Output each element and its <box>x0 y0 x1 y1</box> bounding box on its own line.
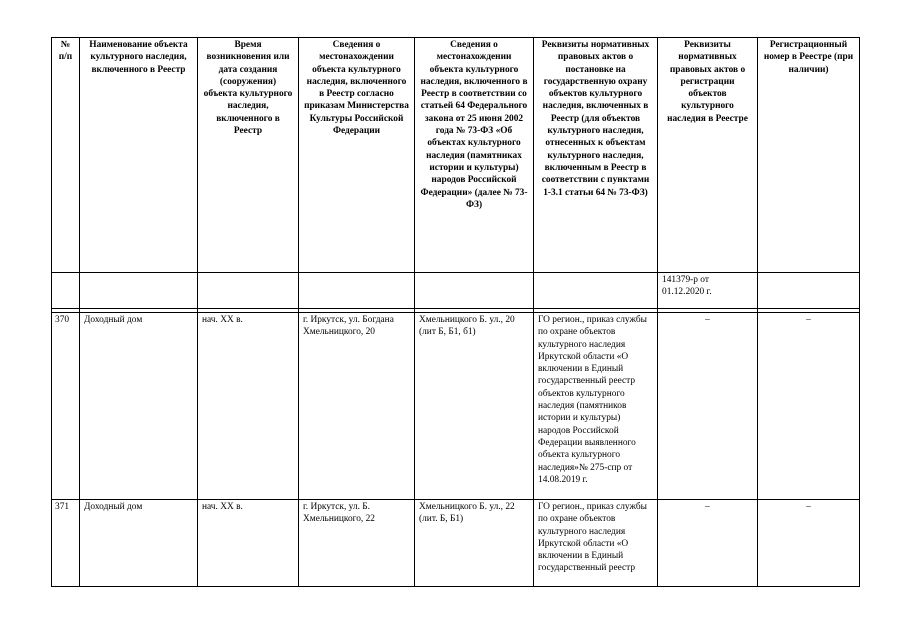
location-ministry: г. Иркутск, ул. Б. Хмельницкого, 22 <box>299 500 415 587</box>
location-73fz: Хмельницкого Б. ул., 22 (лит. Б, Б1) <box>415 500 534 587</box>
protection-acts: ГО регион., приказ службы по охране объектов культурного наследия Иркутской области «О включении в Единый государственный реестр <box>534 500 658 587</box>
object-name: Доходный дом <box>80 500 198 587</box>
header-creation-date: Время возникновения или дата создания (сооружения) объекта культурного наследия, включенного в Реестр <box>198 38 299 273</box>
creation-date: нач. XX в. <box>198 500 299 587</box>
table-cell <box>415 273 534 309</box>
header-number: № п/п <box>52 38 80 273</box>
registration-number: – <box>758 313 860 500</box>
table-cell <box>758 273 860 309</box>
header-protection-acts: Реквизиты нормативных правовых актов о постановке на государственную охрану объектов культурного наследия, включенных в Реестр (для объектов культурного наследия, отнесенных к объектам культурного наследия, включенным в Реестр в соответствии с пунктами 1-3.1 статьи 64 № 73-ФЗ) <box>534 38 658 273</box>
row-number: 370 <box>52 313 80 500</box>
table-row <box>52 313 860 500</box>
row-number: 371 <box>52 500 80 587</box>
protection-acts: ГО регион., приказ службы по охране объектов культурного наследия Иркутской области «О включении в Единый государственный реестр объектов культурного наследия (памятников истории и культуры) народов Российской Федерации выявленного объекта культурного наследия»№ 275-спр от 14.08.2019 г. <box>534 313 658 500</box>
table-cell <box>299 273 415 309</box>
registration-acts: – <box>658 500 758 587</box>
header-location-ministry: Сведения о местонахождении объекта культурного наследия, включенного в Реестр согласно приказам Министерства Культуры Российской Федерации <box>299 38 415 273</box>
table-cell <box>80 273 198 309</box>
table-header-row <box>52 38 860 273</box>
table-cell <box>198 273 299 309</box>
header-registration-number: Регистрационный номер в Реестре (при наличии) <box>758 38 860 273</box>
header-registration-acts: Реквизиты нормативных правовых актов о регистрации объектов культурного наследия в Реестре <box>658 38 758 273</box>
header-object-name: Наименование объекта культурного наследия, включенного в Реестр <box>80 38 198 273</box>
registration-number: – <box>758 500 860 587</box>
table-cell <box>52 273 80 309</box>
table-row <box>52 500 860 587</box>
object-name: Доходный дом <box>80 313 198 500</box>
heritage-registry-table <box>51 37 860 587</box>
table-cell <box>534 273 658 309</box>
creation-date: нач. XX в. <box>198 313 299 500</box>
table-cell: 141379-р от 01.12.2020 г. <box>658 273 758 309</box>
location-73fz: Хмельницкого Б. ул., 20 (лит Б, Б1, б1) <box>415 313 534 500</box>
table-row-continuation <box>52 273 860 309</box>
registration-acts: – <box>658 313 758 500</box>
header-location-73fz: Сведения о местонахождении объекта культурного наследия, включенного в Реестр в соответствии со статьей 64 Федерального закона от 25 июня 2002 года № 73-ФЗ «Об объектах культурного наследия (памятниках истории и культуры) народов Российской Федерации» (далее № 73-ФЗ) <box>415 38 534 273</box>
location-ministry: г. Иркутск, ул. Богдана Хмельницкого, 20 <box>299 313 415 500</box>
